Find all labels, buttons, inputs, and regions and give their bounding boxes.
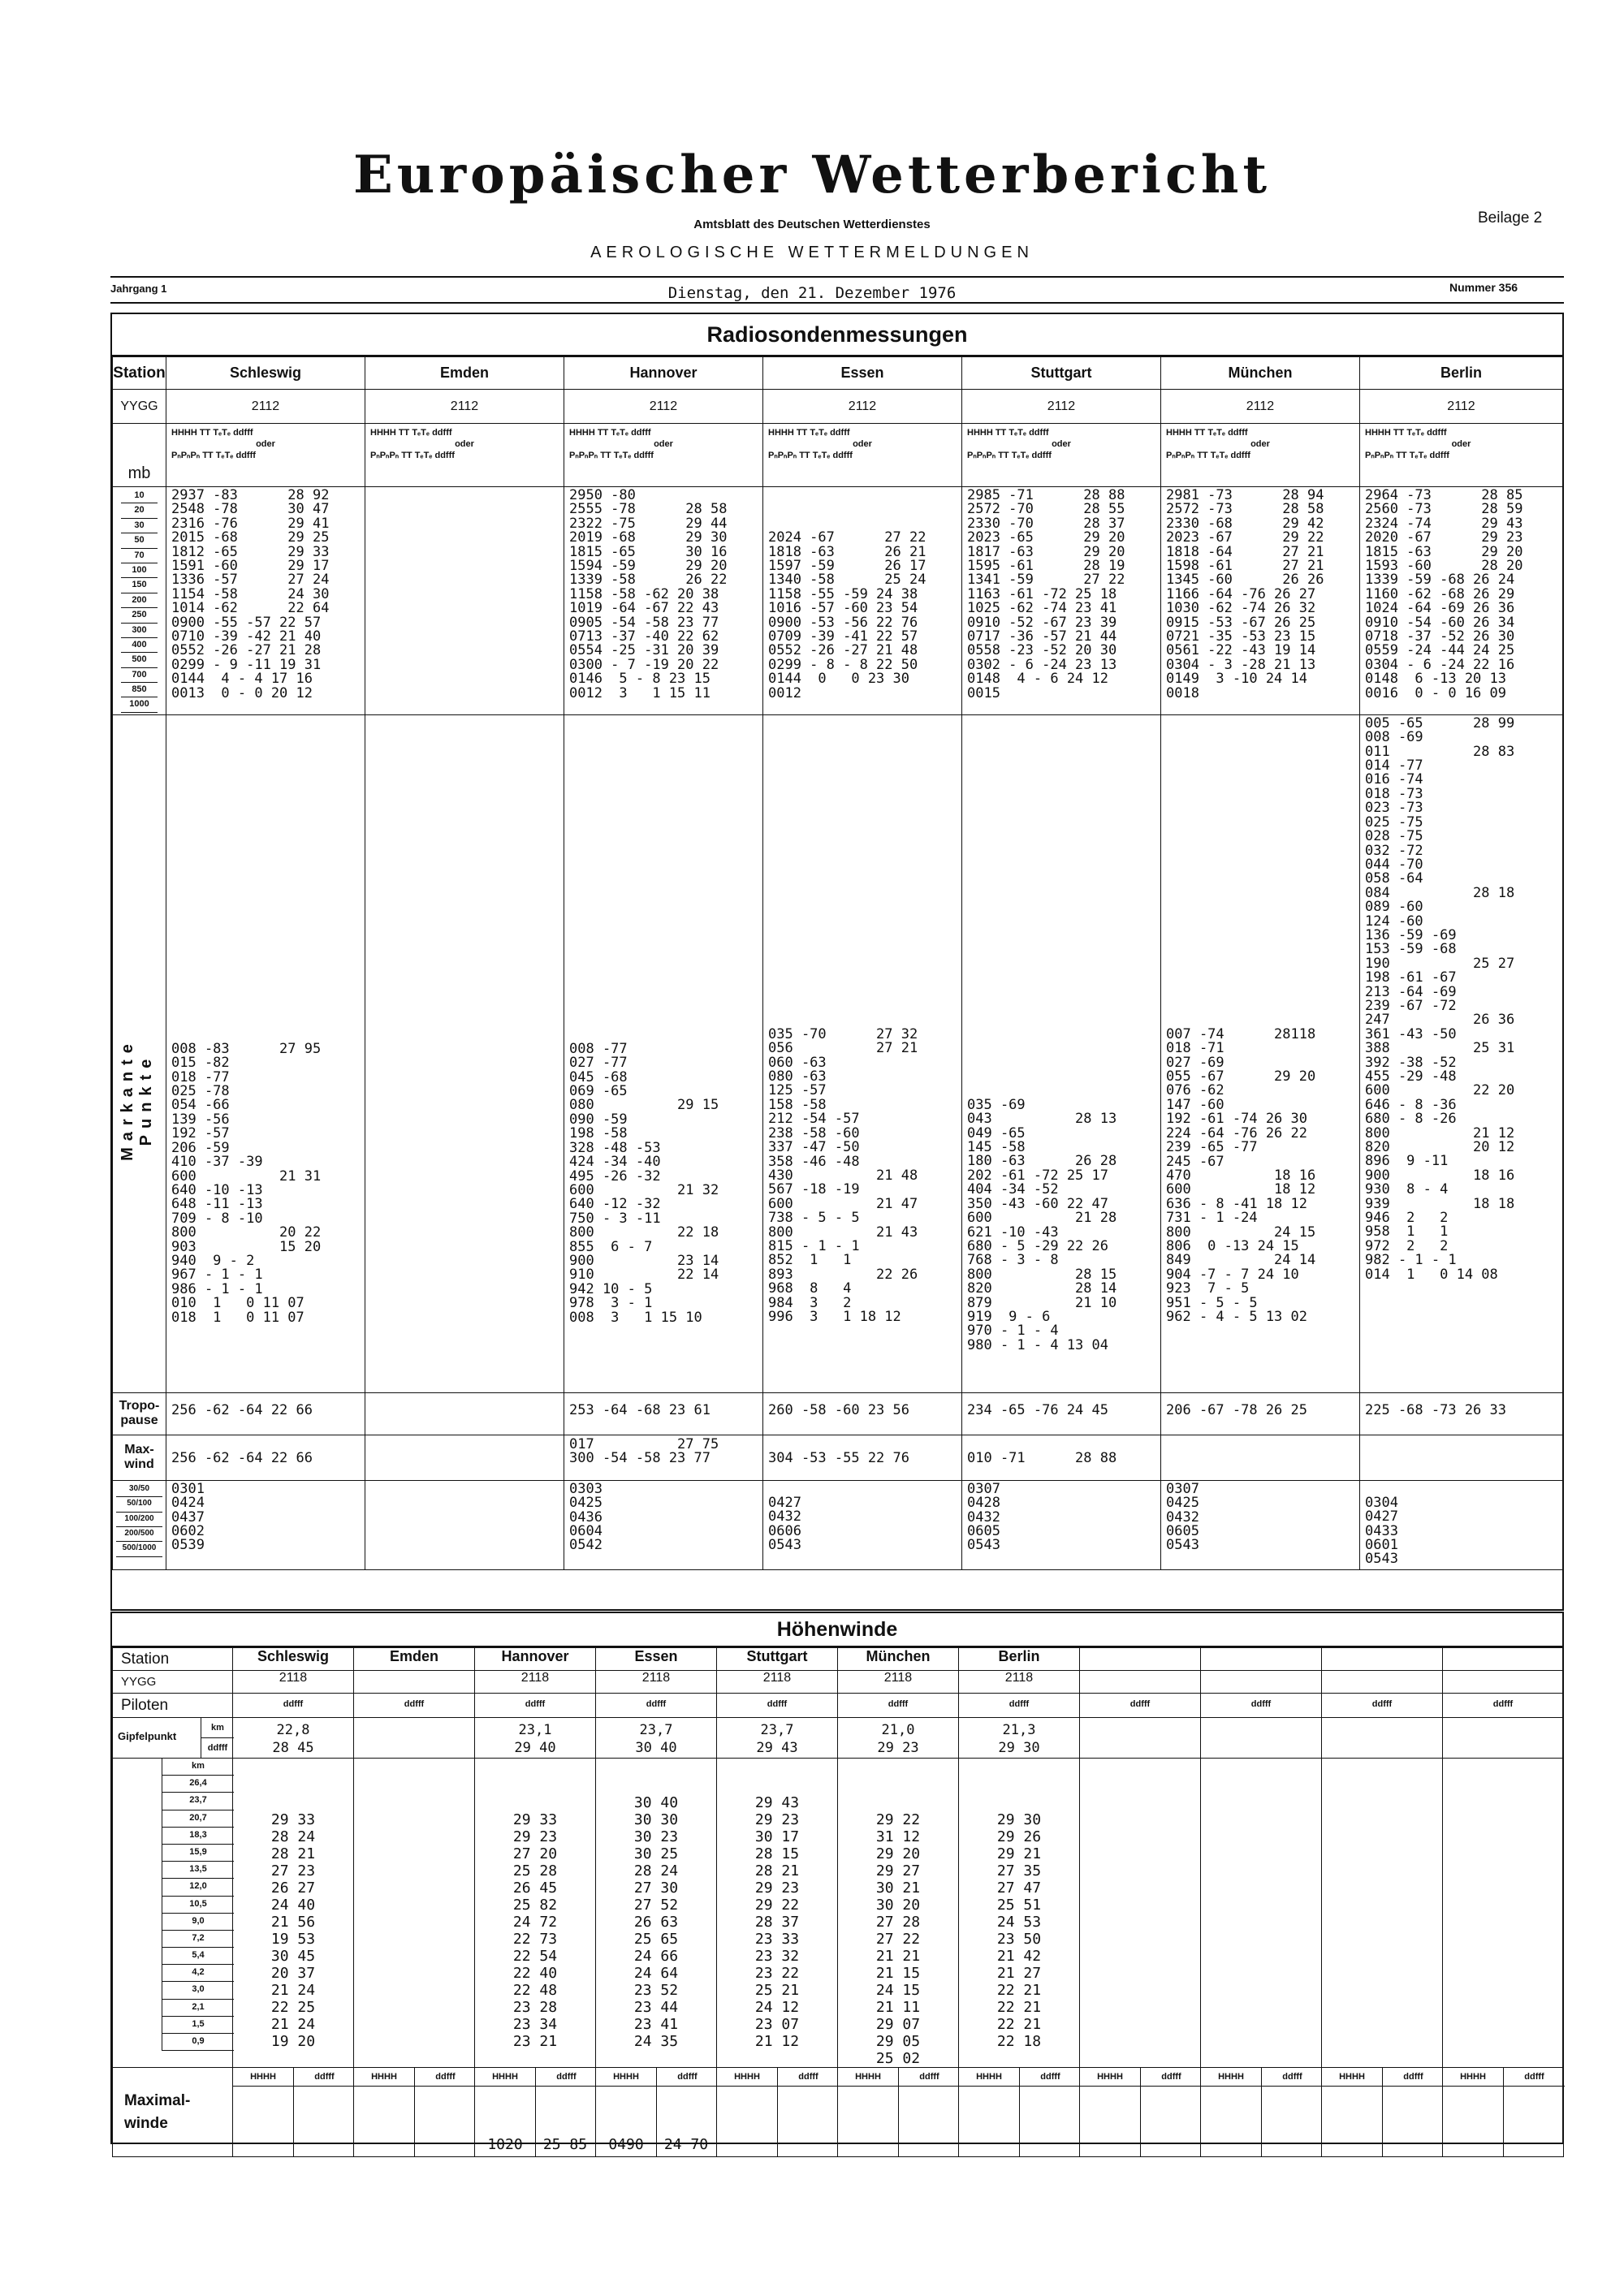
col-hdr-top: HHHH TT TₑTₑ ddfff bbox=[768, 428, 850, 438]
max-wind-cell bbox=[717, 2068, 838, 2157]
height-level-label: 3,0 bbox=[162, 1982, 234, 1999]
ddfff-header: ddfff bbox=[1201, 1694, 1322, 1718]
ddfff-header: ddfff bbox=[959, 1694, 1080, 1718]
shear-row bbox=[113, 1480, 1563, 1569]
gipfel-ddfff-label: ddfff bbox=[201, 1738, 234, 1759]
gipfelpunkt-label: Gipfelpunkt bbox=[118, 1730, 177, 1742]
tropopause-data: 225 -68 -73 26 33 bbox=[1360, 1392, 1563, 1435]
wind-yygg: 2118 bbox=[596, 1671, 717, 1694]
wind-yygg: 2118 bbox=[838, 1671, 959, 1694]
height-level-label: 18,3 bbox=[162, 1828, 234, 1845]
ddfff-header: ddfff bbox=[293, 2068, 355, 2087]
height-level-label: 5,4 bbox=[162, 1948, 234, 1965]
col-hdr-bot: PₙPₙPₙ TT TₑTₑ ddfff bbox=[171, 451, 256, 460]
maxwind-data: 017 27 75 300 -54 -58 23 77 bbox=[564, 1435, 763, 1480]
col-hdr-bot: PₙPₙPₙ TT TₑTₑ ddfff bbox=[569, 451, 654, 460]
wind-profile: 29 33 29 23 27 20 25 28 26 45 25 82 24 72 22 73 22 54 22 40 22 48 23 28 23 34 23 21 bbox=[475, 1759, 596, 2068]
height-levels-cell bbox=[113, 1759, 233, 2068]
significant-points-row bbox=[113, 714, 1563, 1392]
ddfff-header: ddfff bbox=[717, 1694, 838, 1718]
wind-profile: 29 30 29 26 29 21 27 35 27 47 25 51 24 53 23 50 21 42 21 27 22 21 22 21 22 21 22 18 bbox=[959, 1759, 1080, 2068]
radiosonde-panel bbox=[110, 313, 1564, 1611]
empty-cell bbox=[1443, 1718, 1564, 1759]
tropopause-row bbox=[113, 1392, 1563, 1435]
shear-level-label: 50/100 bbox=[116, 1497, 162, 1512]
max-wind-height: 1020 bbox=[487, 2136, 523, 2153]
empty-cell bbox=[1201, 1759, 1322, 2068]
ddfff-header: ddfff bbox=[475, 1694, 596, 1718]
col-hdr-bot: PₙPₙPₙ TT TₑTₑ ddfff bbox=[1166, 451, 1250, 460]
ddfff-header: ddfff bbox=[1443, 1694, 1564, 1718]
station-name: Hannover bbox=[564, 357, 763, 390]
hhhh-header: HHHH bbox=[1443, 2068, 1503, 2087]
wind-station-name: Hannover bbox=[475, 1648, 596, 1671]
mb-level-label: 70 bbox=[121, 549, 158, 563]
yygg-label: YYGG bbox=[113, 390, 166, 424]
tropopause-data: 234 -65 -76 24 45 bbox=[962, 1392, 1161, 1435]
ddfff-header: ddfff bbox=[1382, 2068, 1444, 2087]
ddfff-header: ddfff bbox=[777, 2068, 839, 2087]
height-level-label: 12,0 bbox=[162, 1879, 234, 1896]
ddfff-header: ddfff bbox=[535, 2068, 597, 2087]
column-header bbox=[1360, 424, 1563, 487]
significant-points-data: 007 -74 28118 018 -71 027 -69 055 -67 29 20 076 -62 147 -60 192 -61 -74 26 30 224 -64 -76 26 22 239 -65 -77 245 -67 470 18 16 600 18 12 636 - 8 -41 18 12 731 - 1 -24 800 24 15 806 0 -13 24 15 849 24 14 904 -7 - 7 24 10 923 7 - 5 951 - 5 - 5 962 - 4 - 5 13 02 bbox=[1161, 714, 1360, 1392]
column-header bbox=[763, 424, 962, 487]
ddfff-header: ddfff bbox=[838, 1694, 959, 1718]
ddfff-header: ddfff bbox=[1503, 2068, 1565, 2087]
wind-yygg: 2118 bbox=[959, 1671, 1080, 1694]
max-wind-cell bbox=[475, 2068, 596, 2157]
station-name: Emden bbox=[365, 357, 564, 390]
wind-station-name: München bbox=[838, 1648, 959, 1671]
max-wind-divider bbox=[414, 2086, 415, 2157]
ddfff-header: ddfff bbox=[414, 2068, 476, 2087]
wind-station-name: Berlin bbox=[959, 1648, 1080, 1671]
tropopause-data: 256 -62 -64 22 66 bbox=[166, 1392, 365, 1435]
max-wind-cell bbox=[1443, 2068, 1564, 2157]
empty-cell bbox=[1443, 1759, 1564, 2068]
ddfff-header: ddfff bbox=[1140, 2068, 1202, 2087]
height-level-label: 7,2 bbox=[162, 1931, 234, 1948]
gipfel-km: 23,7 bbox=[639, 1722, 673, 1738]
mb-level-label: 200 bbox=[121, 593, 158, 608]
col-hdr-mid: oder bbox=[1250, 439, 1270, 449]
hhhh-header: HHHH bbox=[596, 2068, 656, 2087]
empty-cell bbox=[1080, 1718, 1201, 1759]
mb-levels-column bbox=[113, 487, 166, 715]
mb-level-label: 700 bbox=[121, 668, 158, 683]
gipfel-km: 21,3 bbox=[1002, 1722, 1036, 1738]
empty-cell bbox=[1201, 1671, 1322, 1694]
max-wind-cell bbox=[959, 2068, 1080, 2157]
yygg-value: 2112 bbox=[1360, 390, 1563, 424]
station-name: Schleswig bbox=[166, 357, 365, 390]
height-level-label: 20,7 bbox=[162, 1810, 234, 1828]
significant-points-data: 035 -69 043 28 13 049 -65 145 -58 180 -63 26 28 202 -61 -72 25 17 404 -34 -52 350 -43 -60 22 47 600 21 28 621 -10 -43 680 - 5 -29 22 26 768 - 3 - 8 800 28 15 820 28 14 879 21 10 919 9 - 6 970 - 1 - 4 980 - 1 - 4 13 04 bbox=[962, 714, 1161, 1392]
column-header bbox=[962, 424, 1161, 487]
hoehenwinde-table bbox=[112, 1647, 1564, 2157]
maxwind-data bbox=[365, 1435, 564, 1480]
empty-cell bbox=[1443, 1671, 1564, 1694]
mb-level-label: 20 bbox=[121, 503, 158, 518]
max-wind-divider bbox=[1382, 2086, 1383, 2157]
height-level-label: 10,5 bbox=[162, 1897, 234, 1914]
significant-points-data: 008 -77 027 -77 045 -68 069 -65 080 29 15 090 -59 198 -58 328 -48 -53 424 -34 -40 495 -26 -32 600 21 32 640 -12 -32 750 - 3 -11 800 22 18 855 6 - 7 900 23 14 910 22 14 942 10 - 5 978 3 - 1 008 3 1 15 10 bbox=[564, 714, 763, 1392]
col-hdr-bot: PₙPₙPₙ TT TₑTₑ ddfff bbox=[1365, 451, 1449, 460]
max-wind-cell bbox=[1201, 2068, 1322, 2157]
shear-level-label: 100/200 bbox=[116, 1513, 162, 1527]
jahrgang-label: Jahrgang 1 bbox=[110, 283, 167, 295]
column-header bbox=[564, 424, 763, 487]
wind-yygg: 2118 bbox=[717, 1671, 838, 1694]
height-level-label: km bbox=[162, 1759, 234, 1776]
mb-level-label: 1000 bbox=[121, 697, 158, 712]
max-wind-divider bbox=[1261, 2086, 1262, 2157]
mb-level-label: 300 bbox=[121, 624, 158, 638]
column-header bbox=[166, 424, 365, 487]
empty-cell bbox=[1322, 1648, 1443, 1671]
hhhh-header: HHHH bbox=[233, 2068, 293, 2087]
std-levels-data: 2964 -73 28 85 2560 -73 28 59 2324 -74 29 43 2020 -67 29 23 1815 -63 29 20 1593 -60 28 20 1339 -59 -68 26 24 1160 -62 -68 26 29 1024 -64 -69 26 36 0910 -54 -60 26 34 0718 -37 -52 26 30 0559 -24 -44 24 25 0304 - 6 -24 22 16 0148 6 -13 20 13 0016 0 - 0 16 09 bbox=[1360, 487, 1563, 715]
shear-data: 0303 0425 0436 0604 0542 bbox=[564, 1480, 763, 1569]
max-wind-cell bbox=[1322, 2068, 1443, 2157]
maxwind-data: 256 -62 -64 22 66 bbox=[166, 1435, 365, 1480]
ddfff-header: ddfff bbox=[233, 1694, 354, 1718]
col-hdr-mid: oder bbox=[1451, 439, 1471, 449]
gipfel-dd: 30 40 bbox=[635, 1740, 677, 1756]
date-label: Dienstag, den 21. Dezember 1976 bbox=[667, 284, 957, 302]
height-level-label: 26,4 bbox=[162, 1776, 234, 1793]
page-subtitle: Amtsblatt des Deutschen Wetterdienstes bbox=[693, 218, 931, 231]
mb-level-label: 500 bbox=[121, 653, 158, 667]
ddfff-header: ddfff bbox=[354, 1694, 475, 1718]
gipfelpunkt-label-cell bbox=[113, 1718, 233, 1759]
gipfel-data bbox=[717, 1718, 838, 1759]
gipfel-data bbox=[233, 1718, 354, 1759]
header-rule-top bbox=[110, 276, 1564, 278]
ddfff-header: ddfff bbox=[1080, 1694, 1201, 1718]
height-level-label: 15,9 bbox=[162, 1845, 234, 1862]
max-wind-cell bbox=[233, 2068, 354, 2157]
mb-level-label: 150 bbox=[121, 578, 158, 593]
maximal-winde-row bbox=[113, 2068, 1564, 2157]
wind-yygg: 2118 bbox=[475, 1671, 596, 1694]
empty-cell bbox=[1322, 1671, 1443, 1694]
mb-level-label: 400 bbox=[121, 638, 158, 653]
max-wind-ddfff: 24 70 bbox=[663, 2136, 709, 2153]
section-heading: AEROLOGISCHE WETTERMELDUNGEN bbox=[590, 244, 1034, 261]
col-hdr-top: HHHH TT TₑTₑ ddfff bbox=[1365, 428, 1447, 438]
yygg-value: 2112 bbox=[962, 390, 1161, 424]
yygg-value: 2112 bbox=[166, 390, 365, 424]
ddfff-header: ddfff bbox=[656, 2068, 718, 2087]
max-wind-cell bbox=[1080, 2068, 1201, 2157]
gipfelpunkt-row bbox=[113, 1718, 1564, 1759]
tropopause-data: 260 -58 -60 23 56 bbox=[763, 1392, 962, 1435]
mb-level-label: 250 bbox=[121, 608, 158, 623]
wind-yygg-row bbox=[113, 1671, 1564, 1694]
wind-yygg bbox=[354, 1671, 475, 1694]
empty-cell bbox=[1080, 1648, 1201, 1671]
yygg-value: 2112 bbox=[365, 390, 564, 424]
empty-cell bbox=[1080, 1671, 1201, 1694]
column-header bbox=[1161, 424, 1360, 487]
gipfel-km: 21,0 bbox=[881, 1722, 915, 1738]
gipfel-km: 22,8 bbox=[276, 1722, 310, 1738]
col-hdr-top: HHHH TT TₑTₑ ddfff bbox=[967, 428, 1049, 438]
maxwind-row bbox=[113, 1435, 1563, 1480]
hhhh-header: HHHH bbox=[717, 2068, 777, 2087]
col-hdr-top: HHHH TT TₑTₑ ddfff bbox=[569, 428, 651, 438]
max-wind-height: 0490 bbox=[608, 2136, 644, 2153]
station-row bbox=[113, 357, 1563, 390]
gipfel-data bbox=[838, 1718, 959, 1759]
col-hdr-mid: oder bbox=[853, 439, 872, 449]
maxwind-data bbox=[1161, 1435, 1360, 1480]
significant-points-label: Markante Punkte bbox=[119, 1037, 155, 1161]
wind-station-name: Stuttgart bbox=[717, 1648, 838, 1671]
wind-profile bbox=[354, 1759, 475, 2068]
col-hdr-top: HHHH TT TₑTₑ ddfff bbox=[171, 428, 253, 438]
shear-data: 0427 0432 0606 0543 bbox=[763, 1480, 962, 1569]
gipfel-data bbox=[354, 1718, 475, 1759]
header-rule-bottom bbox=[110, 302, 1564, 304]
tropopause-data bbox=[365, 1392, 564, 1435]
station-name: München bbox=[1161, 357, 1360, 390]
gipfel-data bbox=[959, 1718, 1080, 1759]
significant-points-data: 035 -70 27 32 056 27 21 060 -63 080 -63 125 -57 158 -58 212 -54 -57 238 -58 -60 337 -47 -50 358 -46 -48 430 21 48 567 -18 -19 600 21 47 738 - 5 - 5 800 21 43 815 - 1 - 1 852 1 1 893 22 26 968 8 4 984 3 2 996 3 1 18 12 bbox=[763, 714, 962, 1392]
wind-profile: 29 33 28 24 28 21 27 23 26 27 24 40 21 56 19 53 30 45 20 37 21 24 22 25 21 24 19 20 bbox=[233, 1759, 354, 2068]
gipfel-dd: 29 30 bbox=[998, 1740, 1040, 1756]
std-levels-data bbox=[365, 487, 564, 715]
empty-cell bbox=[1443, 1648, 1564, 1671]
hoehenwinde-panel bbox=[110, 1612, 1564, 2153]
height-level-label: 23,7 bbox=[162, 1793, 234, 1810]
gipfel-data bbox=[475, 1718, 596, 1759]
shear-level-label: 500/1000 bbox=[116, 1542, 162, 1556]
yygg-row bbox=[113, 390, 1563, 424]
hhhh-header: HHHH bbox=[354, 2068, 414, 2087]
ddfff-header: ddfff bbox=[1261, 2068, 1323, 2087]
max-wind-divider bbox=[535, 2086, 536, 2157]
gipfel-dd: 29 40 bbox=[514, 1740, 556, 1756]
wind-profile: 29 43 29 23 30 17 28 15 28 21 29 23 29 22 28 37 23 33 23 32 23 22 25 21 24 12 23 07 21 12 bbox=[717, 1759, 838, 2068]
max-wind-divider bbox=[1019, 2086, 1020, 2157]
maxwind-label: Max-wind bbox=[113, 1435, 166, 1480]
piloten-row bbox=[113, 1694, 1564, 1718]
empty-cell bbox=[1201, 1718, 1322, 1759]
ddfff-header: ddfff bbox=[596, 1694, 717, 1718]
maxwind-data bbox=[1360, 1435, 1563, 1480]
tropopause-data: 206 -67 -78 26 25 bbox=[1161, 1392, 1360, 1435]
maxwind-data: 010 -71 28 88 bbox=[962, 1435, 1161, 1480]
gipfel-km-label: km bbox=[201, 1718, 234, 1738]
empty-cell bbox=[1322, 1718, 1443, 1759]
max-wind-cell bbox=[838, 2068, 959, 2157]
wind-profile: 30 40 30 30 30 23 30 25 28 24 27 30 27 52 26 63 25 65 24 66 24 64 23 52 23 44 23 41 24 35 bbox=[596, 1759, 717, 2068]
hhhh-header: HHHH bbox=[959, 2068, 1019, 2087]
column-header bbox=[365, 424, 564, 487]
mb-level-label: 50 bbox=[121, 533, 158, 548]
shear-labels-column bbox=[113, 1480, 166, 1569]
yygg-value: 2112 bbox=[564, 390, 763, 424]
shear-data: 0301 0424 0437 0602 0539 bbox=[166, 1480, 365, 1569]
wind-profile: 29 22 31 12 29 20 29 27 30 21 30 20 27 28 27 22 21 21 21 15 24 15 21 11 29 07 29 05 25 02 bbox=[838, 1759, 959, 2068]
mb-level-label: 30 bbox=[121, 519, 158, 533]
wind-station-row bbox=[113, 1648, 1564, 1671]
nummer-label: Nummer 356 bbox=[1449, 281, 1518, 294]
wind-station-name: Emden bbox=[354, 1648, 475, 1671]
max-wind-divider bbox=[1140, 2086, 1141, 2157]
station-name: Berlin bbox=[1360, 357, 1563, 390]
wind-station-label: Station bbox=[113, 1648, 233, 1671]
max-wind-cell bbox=[354, 2068, 475, 2157]
radiosonde-table bbox=[112, 356, 1563, 1570]
shear-level-label: 30/50 bbox=[116, 1482, 162, 1497]
std-levels-data: 2985 -71 28 88 2572 -70 28 55 2330 -70 28 37 2023 -65 29 20 1817 -63 29 20 1595 -61 28 19 1341 -59 27 22 1163 -61 -72 25 18 1025 -62 -74 23 41 0910 -52 -67 23 39 0717 -36 -57 21 44 0558 -23 -52 20 30 0302 - 6 -24 23 13 0148 4 - 6 24 12 0015 bbox=[962, 487, 1161, 715]
yygg-value: 2112 bbox=[1161, 390, 1360, 424]
shear-data: 0307 0428 0432 0605 0543 bbox=[962, 1480, 1161, 1569]
gipfel-dd: 28 45 bbox=[272, 1740, 314, 1756]
max-wind-cell bbox=[596, 2068, 717, 2157]
std-levels-data: 2937 -83 28 92 2548 -78 30 47 2316 -76 29 41 2015 -68 29 25 1812 -65 29 33 1591 -60 29 17 1336 -57 27 24 1154 -58 24 30 1014 -62 22 64 0900 -55 -57 22 57 0710 -39 -42 21 40 0552 -26 -27 21 28 0299 - 9 -11 19 31 0144 4 - 4 17 16 0013 0 - 0 20 12 bbox=[166, 487, 365, 715]
wind-station-name: Essen bbox=[596, 1648, 717, 1671]
hhhh-header: HHHH bbox=[1080, 2068, 1140, 2087]
yygg-value: 2112 bbox=[763, 390, 962, 424]
height-level-label: 2,1 bbox=[162, 2000, 234, 2017]
gipfel-km: 23,1 bbox=[518, 1722, 552, 1738]
significant-points-data bbox=[365, 714, 564, 1392]
standard-levels-row bbox=[113, 487, 1563, 715]
hoehenwinde-title: Höhenwinde bbox=[112, 1613, 1562, 1647]
shear-data bbox=[365, 1480, 564, 1569]
radiosonde-title: Radiosondenmessungen bbox=[112, 314, 1562, 356]
col-hdr-bot: PₙPₙPₙ TT TₑTₑ ddfff bbox=[768, 451, 853, 460]
col-hdr-mid: oder bbox=[256, 439, 275, 449]
max-wind-divider bbox=[656, 2086, 657, 2157]
height-levels-column bbox=[162, 1759, 234, 2051]
gipfel-data bbox=[596, 1718, 717, 1759]
hhhh-header: HHHH bbox=[475, 2068, 535, 2087]
maxwind-data: 304 -53 -55 22 76 bbox=[763, 1435, 962, 1480]
col-hdr-bot: PₙPₙPₙ TT TₑTₑ ddfff bbox=[370, 451, 455, 460]
height-level-label: 4,2 bbox=[162, 1965, 234, 1982]
std-levels-data: 2024 -67 27 22 1818 -63 26 21 1597 -59 26 17 1340 -58 25 24 1158 -55 -59 24 38 1016 -57 -60 23 54 0900 -53 -56 22 76 0709 -39 -41 22 57 0552 -26 -27 21 48 0299 - 8 - 8 22 50 0144 0 0 23 30 0012 bbox=[763, 487, 962, 715]
ddfff-header: ddfff bbox=[1019, 2068, 1081, 2087]
hhhh-header: HHHH bbox=[1201, 2068, 1261, 2087]
station-label: Station bbox=[113, 357, 166, 390]
std-levels-data: 2950 -80 2555 -78 28 58 2322 -75 29 44 2019 -68 29 30 1815 -65 30 16 1594 -59 29 20 1339 -58 26 22 1158 -58 -62 20 38 1019 -64 -67 22 43 0905 -54 -58 23 77 0713 -37 -40 22 62 0554 -25 -31 20 39 0300 - 7 -19 20 22 0146 5 - 8 23 15 0012 3 1 15 11 bbox=[564, 487, 763, 715]
max-wind-divider bbox=[777, 2086, 778, 2157]
height-level-label: 1,5 bbox=[162, 2017, 234, 2034]
shear-level-label: 200/500 bbox=[116, 1527, 162, 1542]
ddfff-header: ddfff bbox=[1322, 1694, 1443, 1718]
wind-station-name: Schleswig bbox=[233, 1648, 354, 1671]
mb-level-label: 10 bbox=[121, 489, 158, 503]
wind-yygg: 2118 bbox=[233, 1671, 354, 1694]
col-hdr-mid: oder bbox=[1052, 439, 1071, 449]
significant-points-data: 008 -83 27 95 015 -82 018 -77 025 -78 054 -66 139 -56 192 -57 206 -59 410 -37 -39 600 21 31 640 -10 -13 648 -11 -13 709 - 8 -10 800 20 22 903 15 20 940 9 - 2 967 - 1 - 1 986 - 1 - 1 010 1 0 11 07 018 1 0 11 07 bbox=[166, 714, 365, 1392]
tropopause-label: Tropo-pause bbox=[113, 1392, 166, 1435]
hhhh-header: HHHH bbox=[838, 2068, 898, 2087]
beilage-label: Beilage 2 bbox=[1478, 209, 1543, 227]
gipfel-km: 23,7 bbox=[760, 1722, 794, 1738]
col-hdr-bot: PₙPₙPₙ TT TₑTₑ ddfff bbox=[967, 451, 1052, 460]
significant-points-label-cell bbox=[113, 714, 166, 1392]
tropopause-data: 253 -64 -68 23 61 bbox=[564, 1392, 763, 1435]
col-hdr-top: HHHH TT TₑTₑ ddfff bbox=[370, 428, 452, 438]
height-level-label: 0,9 bbox=[162, 2034, 234, 2051]
ddfff-header: ddfff bbox=[898, 2068, 960, 2087]
shear-data: 0307 0425 0432 0605 0543 bbox=[1161, 1480, 1360, 1569]
gipfel-dd: 29 23 bbox=[877, 1740, 919, 1756]
page-title: Europäischer Wetterbericht bbox=[353, 145, 1271, 205]
empty-cell bbox=[1322, 1759, 1443, 2068]
col-hdr-mid: oder bbox=[455, 439, 474, 449]
piloten-label: Piloten bbox=[113, 1694, 233, 1718]
max-wind-divider bbox=[293, 2086, 294, 2157]
max-wind-ddfff: 25 85 bbox=[542, 2136, 588, 2153]
station-name: Essen bbox=[763, 357, 962, 390]
wind-yygg-label: YYGG bbox=[113, 1671, 233, 1694]
empty-cell bbox=[1201, 1648, 1322, 1671]
gipfel-dd: 29 43 bbox=[756, 1740, 798, 1756]
col-hdr-top: HHHH TT TₑTₑ ddfff bbox=[1166, 428, 1248, 438]
mb-level-label: 850 bbox=[121, 683, 158, 697]
mb-label: mb bbox=[113, 424, 166, 487]
significant-points-data: 005 -65 28 99 008 -69 011 28 83 014 -77 016 -74 018 -73 023 -73 025 -75 028 -75 032 -72 044 -70 058 -64 084 28 18 089 -60 124 -60 136 -59 -69 153 -59 -68 190 25 27 198 -61 -67 213 -64 -69 239 -67 -72 247 26 36 361 -43 -50 388 25 31 392 -38 -52 455 -29 -48 600 22 20 646 - 8 -36 680 - 8 -26 800 21 12 820 20 12 896 9 -11 900 18 16 930 8 - 4 939 18 18 946 2 2 958 1 1 972 2 2 982 - 1 - 1 014 1 0 14 08 bbox=[1360, 714, 1563, 1392]
column-header-row bbox=[113, 424, 1563, 487]
max-wind-divider bbox=[1503, 2086, 1504, 2157]
empty-cell bbox=[1080, 1759, 1201, 2068]
col-hdr-mid: oder bbox=[654, 439, 673, 449]
height-level-label: 9,0 bbox=[162, 1914, 234, 1931]
height-level-label: 13,5 bbox=[162, 1862, 234, 1879]
maximal-winde-label: Maximal-winde bbox=[113, 2068, 233, 2157]
hhhh-header: HHHH bbox=[1322, 2068, 1382, 2087]
height-levels-row bbox=[113, 1759, 1564, 2068]
station-name: Stuttgart bbox=[962, 357, 1161, 390]
mb-level-label: 100 bbox=[121, 563, 158, 578]
max-wind-divider bbox=[898, 2086, 899, 2157]
std-levels-data: 2981 -73 28 94 2572 -73 28 58 2330 -68 29 42 2023 -67 29 22 1818 -64 27 21 1598 -61 27 21 1345 -60 26 26 1166 -64 -76 26 27 1030 -62 -74 26 32 0915 -53 -67 26 25 0721 -35 -53 23 15 0561 -22 -43 19 14 0304 - 3 -28 21 13 0149 3 -10 24 14 0018 bbox=[1161, 487, 1360, 715]
shear-data: 0304 0427 0433 0601 0543 bbox=[1360, 1480, 1563, 1569]
